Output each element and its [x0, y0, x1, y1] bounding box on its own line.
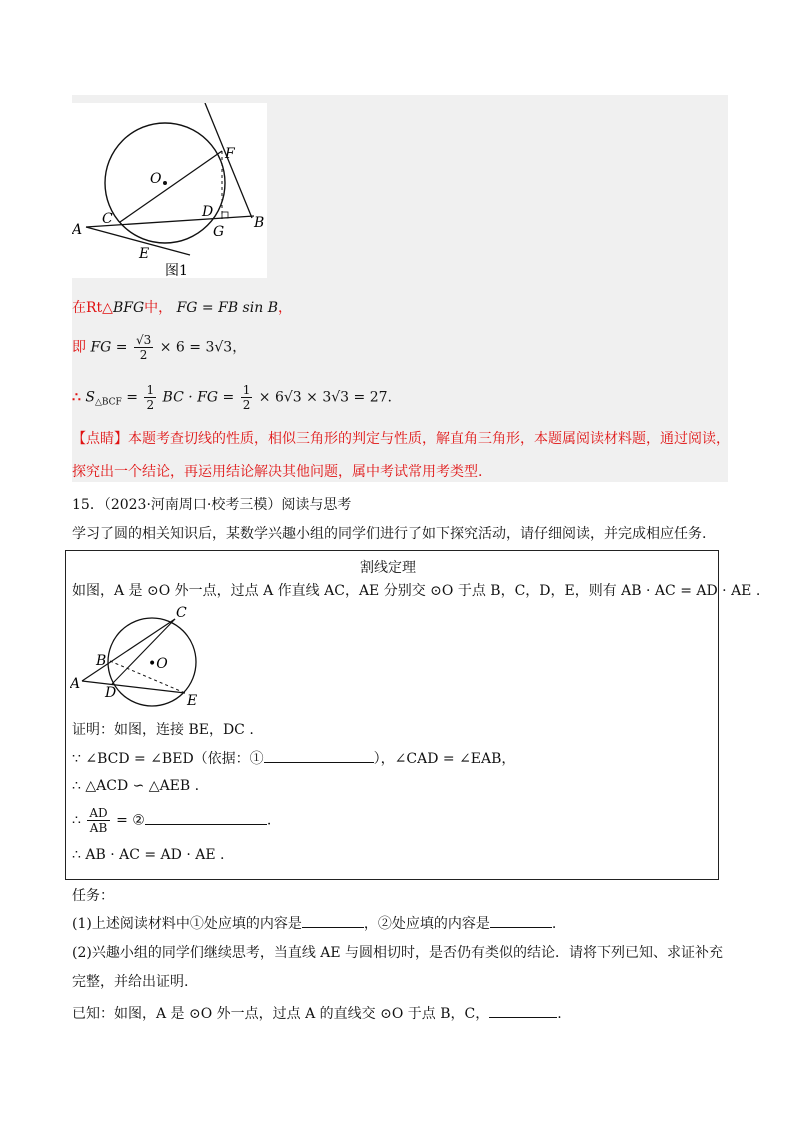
fraction [87, 806, 109, 835]
figure-1 [72, 103, 267, 278]
comment-line-1: 【点睛】本题考查切线的性质，相似三角形的判定与性质，解直角三角形，本题属阅读材料题，通过阅读， [72, 431, 730, 447]
text: ，②处应填的内容是 [363, 916, 490, 932]
fraction [134, 333, 153, 362]
problem-15-intro: 学习了圆的相关知识后，某数学兴趣小组的同学们进行了如下探究活动，请仔细阅读，并完成相应任务. [72, 526, 707, 542]
label-e: E [139, 246, 150, 262]
subscript: △BCF [94, 397, 122, 408]
text: . [387, 389, 392, 406]
text: ∵ ∠BCD = ∠BED（依据：① [72, 751, 264, 767]
box-title: 割线定理 [360, 560, 416, 576]
therefore-symbol: ∴ [72, 389, 81, 406]
proof-line-2 [72, 748, 515, 769]
tangent-ae [86, 227, 190, 255]
numerator: 1 [146, 383, 155, 397]
label-c: C [176, 605, 187, 621]
equation-rhs: × 6√3 × 3√3 = 27 [258, 389, 388, 406]
label-o: O [150, 171, 162, 187]
text: . [551, 916, 557, 932]
label-e: E [187, 693, 198, 709]
area-symbol: S [85, 389, 95, 406]
proof-line-5: ∴ AB · AC = AD · AE . [72, 847, 225, 863]
given-line [72, 1003, 562, 1024]
equation-rhs: × 6 = 3√3 [159, 339, 233, 356]
solution-line-1 [72, 298, 292, 318]
label-b: B [254, 215, 265, 231]
label-d: D [202, 204, 214, 220]
equation-lhs: FG = [90, 339, 128, 356]
equation: FG = FB sin B [176, 300, 278, 316]
label-b: B [96, 653, 107, 669]
figure-1-caption: 图1 [165, 263, 188, 278]
text: (1)上述阅读材料中①处应填的内容是 [72, 916, 302, 932]
problem-15-header: 15．（2023·河南周口·校考三模）阅读与思考 [72, 497, 352, 513]
label-f: F [225, 146, 235, 162]
figure-2-diagram [70, 605, 215, 715]
text: 即 [72, 339, 86, 356]
text: BFG [112, 300, 145, 316]
denominator: 2 [139, 348, 148, 362]
task-2-line-2: 完整，并给出证明. [72, 974, 189, 990]
text: 已知：如图，A 是 ⊙O 外一点，过点 A 的直线交 ⊙O 于点 B，C， [72, 1006, 490, 1022]
text: ， [277, 300, 292, 316]
line-cd [112, 619, 175, 684]
text: ， [232, 339, 247, 356]
proof-line-3: ∴ △ACD ∽ △AEB . [72, 778, 200, 794]
given-blank[interactable] [489, 1003, 557, 1018]
denominator: 2 [146, 398, 155, 412]
text: 中， [144, 300, 173, 316]
text: = ② [116, 812, 145, 829]
task-1-blank-1[interactable] [302, 913, 364, 928]
text: 在 [72, 300, 86, 316]
label-d: D [105, 685, 117, 701]
text: . [557, 1006, 562, 1022]
center-o [163, 181, 167, 185]
figure-1-diagram [72, 103, 267, 278]
solution-line-2 [72, 333, 246, 362]
numerator: √3 [135, 333, 152, 347]
right-angle-mark [222, 212, 228, 218]
label-a: A [70, 676, 81, 692]
text: ），∠CAD = ∠EAB， [373, 751, 516, 767]
blank-1[interactable] [264, 748, 374, 763]
label-o: •O [148, 656, 168, 672]
proof-line-4 [72, 806, 271, 835]
blank-2[interactable] [145, 810, 267, 825]
text: = [126, 389, 138, 406]
figure-2 [70, 605, 215, 715]
fraction [144, 383, 156, 412]
line-ae [82, 681, 185, 693]
fraction [241, 383, 253, 412]
solution-line-3 [72, 383, 392, 413]
numerator: AD [89, 806, 108, 820]
comment-line-2: 探究出一个结论，再运用结论解决其他问题，属中考试常用考类型. [72, 464, 483, 480]
equation-mid: BC · FG = [162, 389, 235, 406]
therefore-symbol: ∴ [72, 812, 81, 829]
denominator: 2 [242, 398, 251, 412]
task-label: 任务： [72, 888, 114, 904]
box-statement: 如图，A 是 ⊙O 外一点，过点 A 作直线 AC，AE 分别交 ⊙O 于点 B，C，D，E，则有 AB · AC = AD · AE . [72, 583, 761, 599]
denominator: AB [89, 821, 108, 835]
text: . [266, 812, 272, 829]
text: Rt△ [86, 300, 113, 316]
task-1 [72, 913, 556, 934]
label-a: A [72, 222, 83, 238]
proof-line-1: 证明：如图，连接 BE，DC . [72, 722, 254, 738]
label-c: C [102, 211, 113, 227]
label-g: G [213, 224, 225, 240]
task-1-blank-2[interactable] [490, 913, 552, 928]
task-2-line-1: (2)兴趣小组的同学们继续思考，当直线 AE 与圆相切时，是否仍有类似的结论．请将下列已知、求证补充 [72, 945, 724, 961]
numerator: 1 [242, 383, 251, 397]
